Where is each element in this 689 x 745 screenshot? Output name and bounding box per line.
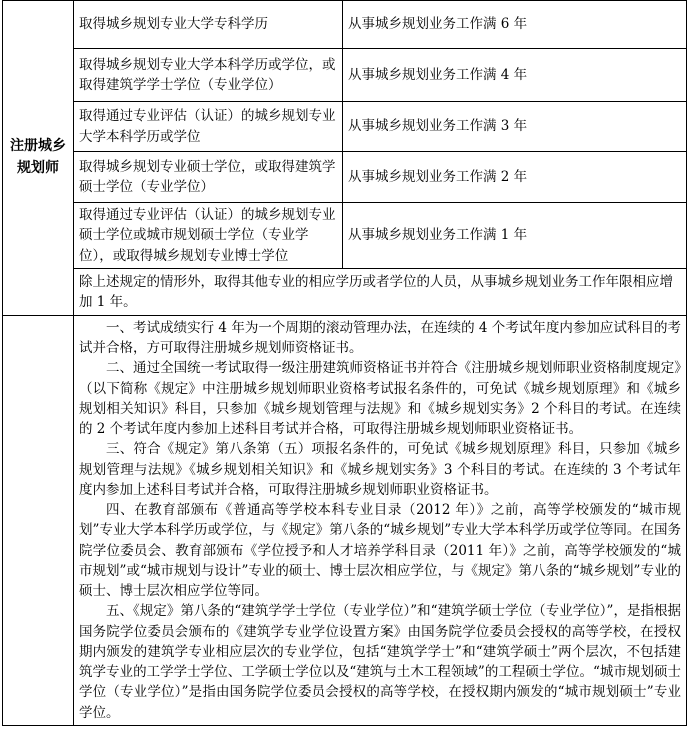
education-requirement: 取得通过专业评估（认证）的城乡规划专业大学本科学历或学位 [74, 102, 343, 152]
table-row [3, 203, 687, 269]
notes-cell [74, 315, 687, 725]
education-requirement: 取得城乡规划专业大学专科学历 [74, 1, 343, 49]
education-requirement: 取得城乡规划专业硕士学位，或取得建筑学硕士学位（专业学位） [74, 152, 343, 203]
category-cell: 注册城乡规划师 [3, 1, 74, 316]
note-paragraph: 五、《规定》第八条的“建筑学学士学位（专业学位）”和“建筑学硕士学位（专业学位）”，是指根据国务院学位委员会颁布的《建筑学专业学位设置方案》由国务院学位委员会授权的高等学校，在授权期内颁发的建筑学专业相应层次的专业学位，包括“建筑学学士”和“建筑学硕士”两个层次，不包括建筑学专业的工学学士学位、工学硕士学位以及“建筑与土木工程领域”的工程硕士学位。“城市规划硕士学位（专业学位）”是指由国务院学位委员会授权的高等学校，在授权期内颁发的“城市规划硕士”专业学位。 [79, 603, 681, 721]
education-requirement: 取得通过专业评估（认证）的城乡规划专业硕士学位或城市规划硕士学位（专业学位），或取得城乡规划专业博士学位 [74, 203, 343, 269]
table-row [3, 152, 687, 203]
work-requirement: 从事城乡规划业务工作满 3 年 [343, 102, 687, 152]
empty-cell [3, 315, 74, 725]
table-row [3, 268, 687, 315]
work-requirement: 从事城乡规划业务工作满 1 年 [343, 203, 687, 269]
note-paragraph: 四、在教育部颁布《普通高等学校本科专业目录（2012 年）》之前，高等学校颁发的“城市规划”专业大学本科学历或学位，与《规定》第八条的“城乡规划”专业大学本科学历或学位等同。在国务院学位委员会、教育部颁布《学位授予和人才培养学科目录（2011 年）》之前，高等学校颁发的“城市规划”或“城市规划与设计”专业的硕士、博士层次相应学位，与《规定》第八条的“城乡规划”专业的硕士、博士层次相应学位等同。 [79, 502, 681, 599]
requirements-table [2, 0, 687, 726]
other-rule: 除上述规定的情形外，取得其他专业的相应学历或者学位的人员，从事城乡规划业务工作年限相应增加 1 年。 [74, 268, 687, 315]
note-paragraph: 一、考试成绩实行 4 年为一个周期的滚动管理办法，在连续的 4 个考试年度内参加应试科目的考试并合格，方可取得注册城乡规划师资格证书。 [79, 319, 681, 356]
table-row [3, 1, 687, 49]
work-requirement: 从事城乡规划业务工作满 4 年 [343, 49, 687, 102]
work-requirement: 从事城乡规划业务工作满 6 年 [343, 1, 687, 49]
table-row [3, 102, 687, 152]
education-requirement: 取得城乡规划专业大学本科学历或学位，或取得建筑学学士学位（专业学位） [74, 49, 343, 102]
note-paragraph: 二、通过全国统一考试取得一级注册建筑师资格证书并符合《注册城乡规划师职业资格制度规定》（以下简称《规定》中注册城乡规划师职业资格考试报名条件的，可免试《城乡规划原理》和《城乡规划相关知识》科目，只参加《城乡规划管理与法规》和《城乡规划实务》2 个科目的考试。在连续的 2 个考试年度内参加上述科目考试并合格，可取得注册城乡规划师职业资格证书。 [79, 360, 681, 437]
notes-row [3, 315, 687, 725]
table-row [3, 49, 687, 102]
note-paragraph: 三、符合《规定》第八条第（五）项报名条件的，可免试《城乡规划原理》科目，只参加《城乡规划管理与法规》《城乡规划相关知识》和《城乡规划实务》3 个科目的考试。在连续的 3 个考试年度内参加上述科目考试并合格，可取得注册城乡规划师职业资格证书。 [79, 441, 681, 498]
work-requirement: 从事城乡规划业务工作满 2 年 [343, 152, 687, 203]
